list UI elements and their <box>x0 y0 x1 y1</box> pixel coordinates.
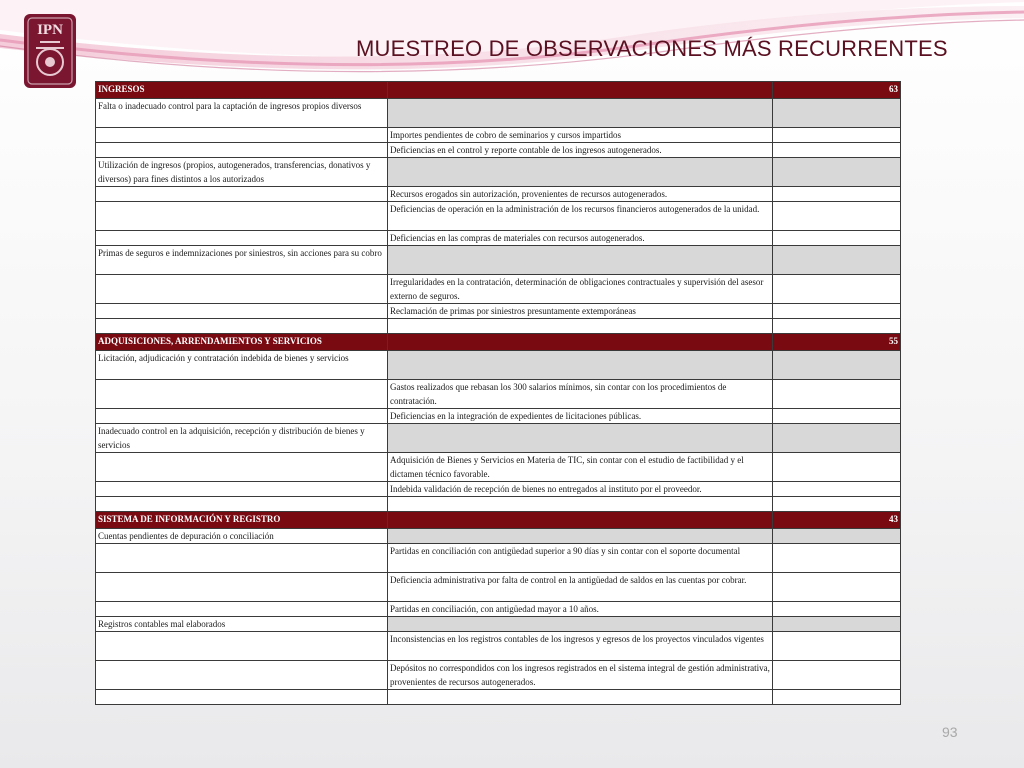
category-row <box>96 351 901 380</box>
section-title: ADQUISICIONES, ARRENDAMIENTOS Y SERVICIOS <box>96 334 388 351</box>
observation-text: Recursos erogados sin autorización, provenientes de recursos autogenerados. <box>388 187 773 202</box>
spacer-row <box>96 319 901 334</box>
category-label: Falta o inadecuado control para la captación de ingresos propios diversos <box>96 99 388 128</box>
observation-row <box>96 275 901 304</box>
observation-text: Depósitos no correspondidos con los ingresos registrados en el sistema integral de gestión administrativa, provenientes de recursos autogenerados. <box>388 661 773 690</box>
observation-row <box>96 231 901 246</box>
section-header-row <box>96 512 901 529</box>
category-label: Inadecuado control en la adquisición, recepción y distribución de bienes y servicios <box>96 424 388 453</box>
observation-text: Reclamación de primas por siniestros presuntamente extemporáneas <box>388 304 773 319</box>
observation-row <box>96 187 901 202</box>
observation-text: Deficiencia administrativa por falta de control en la antigüedad de saldos en las cuentas por cobrar. <box>388 573 773 602</box>
observation-text: Indebida validación de recepción de bienes no entregados al instituto por el proveedor. <box>388 482 773 497</box>
category-row <box>96 246 901 275</box>
observations-table <box>95 81 901 705</box>
observation-text: Deficiencias en la integración de expedientes de licitaciones públicas. <box>388 409 773 424</box>
section-count: 63 <box>773 82 901 99</box>
svg-text:IPN: IPN <box>37 22 63 38</box>
page-number: 93 <box>942 724 958 740</box>
spacer-row <box>96 497 901 512</box>
spacer-row <box>96 690 901 705</box>
observation-text: Inconsistencias en los registros contables de los ingresos y egresos de los proyectos vinculados vigentes <box>388 632 773 661</box>
observation-row <box>96 661 901 690</box>
section-title: INGRESOS <box>96 82 388 99</box>
category-label: Utilización de ingresos (propios, autogenerados, transferencias, donativos y diversos) para fines distintos a los autorizados <box>96 158 388 187</box>
observation-text: Adquisición de Bienes y Servicios en Materia de TIC, sin contar con el estudio de factibilidad y el dictamen técnico favorable. <box>388 453 773 482</box>
section-count: 43 <box>773 512 901 529</box>
observation-text: Importes pendientes de cobro de seminarios y cursos impartidos <box>388 128 773 143</box>
observation-text: Gastos realizados que rebasan los 300 salarios mínimos, sin contar con los procedimientos de contratación. <box>388 380 773 409</box>
observation-row <box>96 143 901 158</box>
section-title: SISTEMA DE INFORMACIÓN Y REGISTRO <box>96 512 388 529</box>
section-header-row <box>96 334 901 351</box>
category-label: Cuentas pendientes de depuración o conciliación <box>96 529 388 544</box>
category-row <box>96 617 901 632</box>
observation-row <box>96 602 901 617</box>
observation-row <box>96 128 901 143</box>
category-label: Registros contables mal elaborados <box>96 617 388 632</box>
ipn-logo <box>22 12 78 90</box>
observation-row <box>96 202 901 231</box>
observation-text: Irregularidades en la contratación, determinación de obligaciones contractuales y supervisión del asesor externo de seguros. <box>388 275 773 304</box>
category-row <box>96 158 901 187</box>
observation-row <box>96 482 901 497</box>
section-header-row <box>96 82 901 99</box>
section-count: 55 <box>773 334 901 351</box>
category-label: Primas de seguros e indemnizaciones por siniestros, sin acciones para su cobro <box>96 246 388 275</box>
observation-row <box>96 453 901 482</box>
category-label: Licitación, adjudicación y contratación indebida de bienes y servicios <box>96 351 388 380</box>
observation-text: Partidas en conciliación, con antigüedad mayor a 10 años. <box>388 602 773 617</box>
observation-row <box>96 632 901 661</box>
observation-row <box>96 380 901 409</box>
category-row <box>96 424 901 453</box>
observation-row <box>96 573 901 602</box>
observation-text: Partidas en conciliación con antigüedad superior a 90 días y sin contar con el soporte documental <box>388 544 773 573</box>
observation-text: Deficiencias en las compras de materiales con recursos autogenerados. <box>388 231 773 246</box>
category-row <box>96 529 901 544</box>
observation-row <box>96 544 901 573</box>
observation-text: Deficiencias en el control y reporte contable de los ingresos autogenerados. <box>388 143 773 158</box>
observation-row <box>96 409 901 424</box>
observation-text: Deficiencias de operación en la administración de los recursos financieros autogenerados de la unidad. <box>388 202 773 231</box>
page-title: MUESTREO DE OBSERVACIONES MÁS RECURRENTES <box>356 36 948 61</box>
category-row <box>96 99 901 128</box>
observation-row <box>96 304 901 319</box>
